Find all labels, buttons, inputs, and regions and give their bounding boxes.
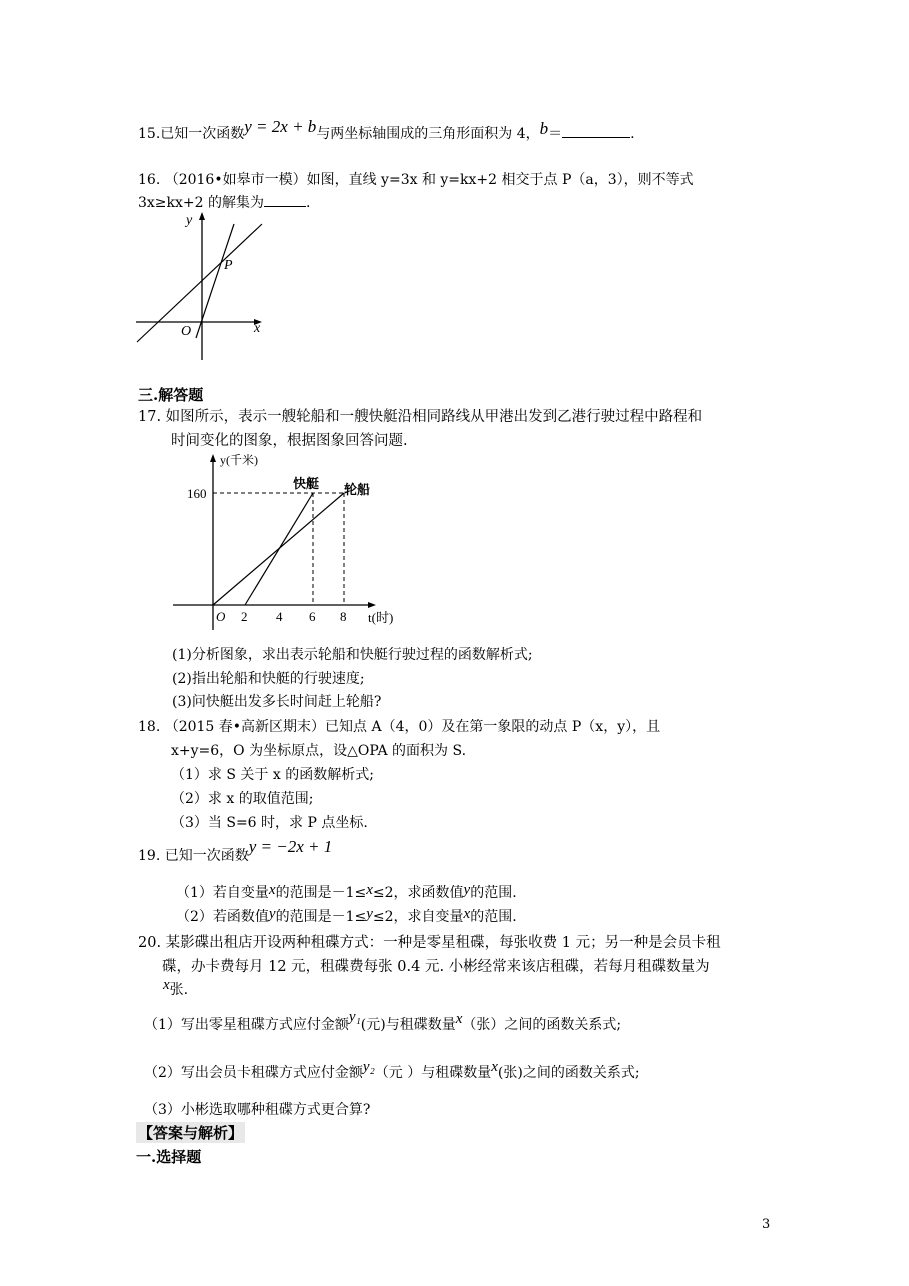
- q20-line2: 碟，办卡费每月 12 元，租碟费每张 0.4 元. 小彬经常来该店租碟，若每月租碟数量为: [162, 959, 710, 975]
- q15-mid-text: 与两坐标轴围成的三角形面积为 4，: [316, 126, 540, 142]
- q19-pre: 19. 已知一次函数: [138, 848, 249, 864]
- q19-formula: y = −2x + 1: [248, 837, 333, 856]
- q16-line1: 16. （2016•如皋市一模）如图，直线 y=3x 和 y=kx+2 相交于点 P（a，3），则不等式: [138, 172, 694, 188]
- q20-sub2-c: (张)之间的函数关系式;: [497, 1065, 640, 1081]
- q20-sub2-x: x: [491, 1059, 498, 1075]
- q20-sub3: （3）小彬选取哪种租碟方式更合算?: [144, 1102, 371, 1118]
- q15-end: .: [630, 126, 635, 142]
- q20-sub1-a: （1）写出零星租碟方式应付金额: [144, 1017, 349, 1033]
- q16-line2-end: .: [306, 195, 311, 211]
- fig17-x-tick-2: 2: [241, 609, 248, 624]
- q17-sub2: (2)指出轮船和快艇的行驶速度;: [172, 671, 365, 687]
- q20-sub1-c: （张）之间的函数关系式;: [462, 1017, 622, 1033]
- fig17-lunchuan-label: 轮船: [344, 482, 371, 497]
- fig17-y-tick-160: 160: [187, 486, 207, 501]
- fig17-x-tick-6: 6: [309, 609, 316, 624]
- q18-line2: x+y=6，O 为坐标原点，设△OPA 的面积为 S.: [171, 743, 467, 759]
- q15-equals: ＝: [548, 126, 563, 142]
- q20-line3: [163, 977, 189, 1000]
- q20-sub2-b: （元 ）与租碟数量: [374, 1065, 492, 1081]
- q15-answer-blank[interactable]: [562, 123, 630, 138]
- q20-sub1: [144, 1009, 622, 1035]
- q19-sub1-y: y: [463, 882, 471, 898]
- q20-sub1-b: (元)与租碟数量: [360, 1017, 456, 1033]
- figure-17: [168, 448, 414, 632]
- fig16-x-label: x: [254, 321, 261, 336]
- q19-sub1-x: x: [268, 882, 276, 898]
- fig16-o-label: O: [181, 324, 192, 339]
- q18-sub1: （1）求 S 关于 x 的函数解析式;: [171, 767, 374, 783]
- q19-sub1: [176, 883, 517, 903]
- fig16-y-arrow: [199, 212, 205, 220]
- q20-line3-text: 张.: [169, 982, 189, 998]
- q20-line1: 20. 某影碟出租店开设两种租碟方式：一种是零星租碟，每张收费 1 元；另一种是会员卡租: [138, 935, 721, 951]
- section-3-title: 三.解答题: [138, 386, 204, 404]
- q19-sub2-b: 的范围是－1≤: [275, 909, 367, 925]
- q19-sub1-b: 的范围是－1≤: [275, 885, 367, 901]
- q17-line1: 17. 如图所示，表示一艘轮船和一艘快艇沿相同路线从甲港出发到乙港行驶过程中路程和: [138, 409, 703, 425]
- fig17-kuaiting-line: [245, 493, 313, 605]
- fig17-y-label: y(千米): [220, 453, 258, 467]
- fig16-p-label: P: [224, 258, 233, 273]
- fig17-y-arrow: [210, 454, 216, 462]
- q16-answer-blank[interactable]: [264, 192, 306, 207]
- q19-sub2-y2: y: [366, 906, 373, 922]
- q19-line: [138, 837, 333, 866]
- q15-number: 15.: [138, 126, 161, 142]
- q20-sub1-x: x: [455, 1011, 463, 1027]
- q20-line3-x: x: [163, 977, 170, 993]
- q15-var-b: b: [539, 119, 549, 138]
- q15-formula: y = 2x + b: [244, 117, 317, 136]
- q19-sub2-c: ≤2，求自变量: [372, 909, 464, 925]
- fig17-x-label: t(时): [368, 610, 394, 625]
- q19-sub1-a: （1）若自变量: [176, 885, 269, 901]
- fig16-y-label: y: [186, 213, 193, 228]
- fig17-x-tick-8: 8: [340, 609, 347, 624]
- q19-sub2-d: 的范围.: [470, 909, 517, 925]
- q20-sub2: [144, 1059, 640, 1083]
- q20-sub2-a: （2）写出会员卡租碟方式应付金额: [144, 1065, 363, 1081]
- q19-sub2-a: （2）若函数值: [176, 909, 269, 925]
- q15-line: [138, 117, 635, 144]
- fig17-o-label: O: [216, 609, 226, 624]
- q17-line2: 时间变化的图象，根据图象回答问题.: [171, 433, 408, 449]
- q18-line1: 18. （2015 春•高新区期末）已知点 A（4，0）及在第一象限的动点 P（x，y），且: [138, 719, 661, 735]
- page-number: 3: [762, 1217, 771, 1232]
- q18-sub3: （3）当 S=6 时，求 P 点坐标.: [171, 815, 368, 831]
- fig17-x-tick-4: 4: [276, 609, 283, 624]
- q19-sub2-x: x: [463, 906, 471, 922]
- fig16-line-kx2: [137, 224, 262, 342]
- fig17-kuaiting-label: 快艇: [293, 476, 320, 491]
- fig17-x-arrow: [368, 602, 376, 608]
- q19-sub1-x2: x: [366, 882, 373, 898]
- q19-sub2: [176, 907, 517, 927]
- figure-16: [136, 210, 268, 362]
- answer-title: 【答案与解析】: [138, 1124, 244, 1142]
- q19-sub1-c: ≤2，求函数值: [372, 885, 464, 901]
- q16-line2-text: 3x≥kx+2 的解集为: [138, 195, 264, 211]
- q19-sub2-y: y: [268, 906, 276, 922]
- q20-sub1-y1: y₁: [348, 1009, 361, 1025]
- q20-sub2-y2: y₂: [362, 1059, 375, 1075]
- q17-sub1: (1)分析图象，求出表示轮船和快艇行驶过程的函数解析式;: [172, 647, 533, 663]
- q19-sub1-d: 的范围.: [470, 885, 517, 901]
- q17-sub3: (3)问快艇出发多长时间赶上轮船?: [172, 694, 382, 710]
- q15-pre-text: 已知一次函数: [160, 126, 245, 142]
- q18-sub2: （2）求 x 的取值范围;: [171, 791, 314, 807]
- answer-section-1: 一.选择题: [136, 1148, 202, 1166]
